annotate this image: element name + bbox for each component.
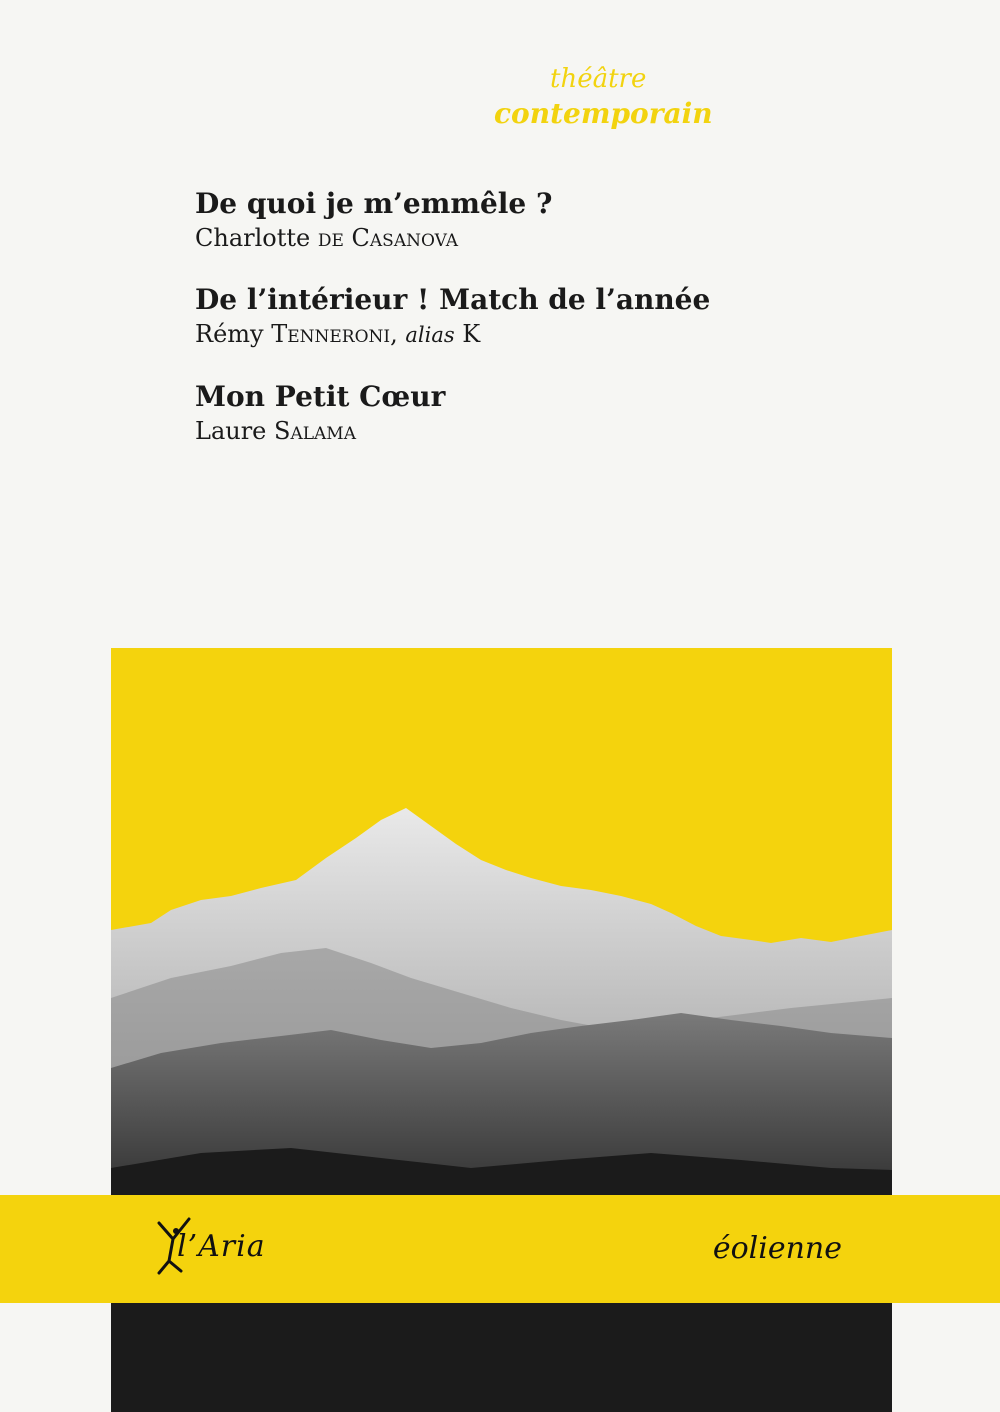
work-author [195,222,710,254]
publisher-eolienne: éolienne [712,1231,842,1266]
work-item [195,379,710,447]
work-title: Mon Petit Cœur [195,380,446,413]
author-first-name: Rémy [195,320,272,348]
author-first-name: Laure [195,417,275,445]
author-first-name: Charlotte [195,224,318,252]
work-title: De l’intérieur ! Match de l’année [195,283,711,316]
work-author [195,318,710,351]
work-item [195,186,710,254]
series-line-1: théâtre [550,64,647,94]
alias-name: K [454,320,481,348]
author-last-name: de Casanova [317,224,459,252]
work-author [195,415,710,447]
works-list [195,186,710,475]
aria-logo [155,1217,315,1277]
publisher-band [0,1195,1000,1303]
series-label [494,62,713,132]
aria-logo-text: l’Aria [177,1229,266,1264]
series-line-2: contemporain [494,97,713,130]
author-last-name: Tenneroni [271,320,391,348]
work-item [195,282,710,351]
alias-separator: , [390,320,406,348]
author-last-name: Salama [274,417,356,445]
work-title: De quoi je m’emmêle ? [195,187,553,220]
alias-word: alias [405,323,455,347]
